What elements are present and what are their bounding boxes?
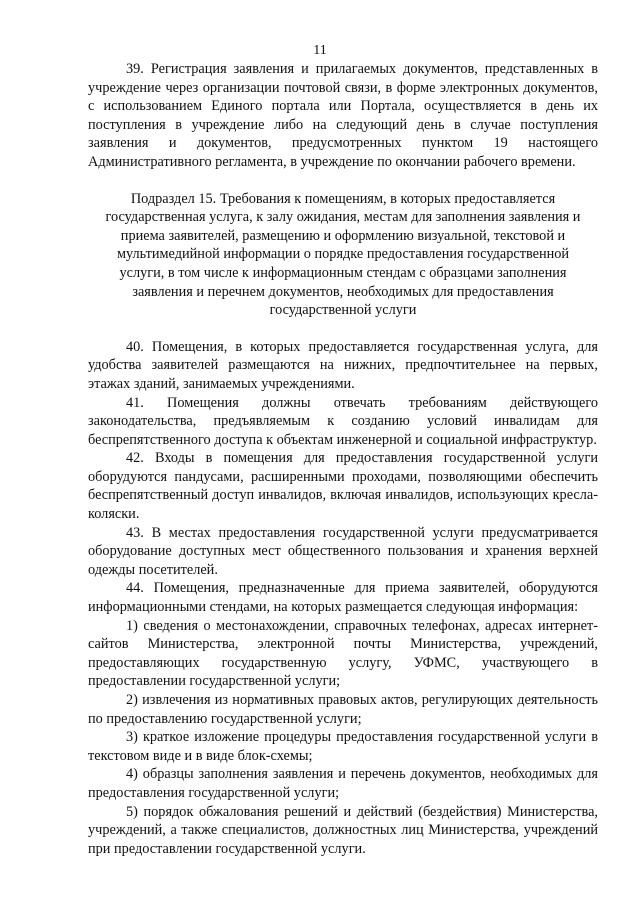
- paragraph-40: 40. Помещения, в которых предоставляется государственная услуга, для удобства заявителей размещаются на нижних, предпочтительнее на первых, этажах зданий, занимаемых учреждениями.: [88, 338, 598, 392]
- paragraph-43: 43. В местах предоставления государственной услуги предусматривается оборудование доступных мест общественного пользования и хранения верхней одежды посетителей.: [88, 524, 598, 578]
- paragraph-39: 39. Регистрация заявления и прилагаемых документов, представленных в учреждение через организации почтовой связи, в форме электронных документов, с использованием Единого портала или Портала, осуществляется в день их поступления в учреждение либо на следующий день в случае поступления заявления и документов, предусмотренных пунктом 19 настоящего Административного регламента, в учреждение по окончании рабочего времени.: [88, 61, 598, 170]
- list-item: 3) краткое изложение процедуры предоставления государственной услуги в текстовом виде и в виде блок-схемы;: [88, 729, 598, 764]
- paragraph-41: 41. Помещения должны отвечать требованиям действующего законодательства, предъявляемым к созданию условий инвалидам для беспрепятственного доступа к объектам инженерной и социальной инфраструктур.: [88, 394, 598, 448]
- page-number: 11: [313, 43, 327, 58]
- subsection-heading: Подраздел 15. Требования к помещениям, в которых предоставляется государственная услуга, к залу ожидания, местам для заполнения заявления и приема заявителей, размещению и оформлению визуальной, текстовой и мультимедийной информации о порядке предоставления государственной услуги, в том числе к информационным стендам с образцами заполнения заявления и перечнем документов, необходимых для предоставления государственной услуги: [105, 190, 581, 319]
- list-item: 1) сведения о местонахождении, справочных телефонах, адресах интернет-сайтов Министерства, электронной почты Министерства, учреждений, предоставляющих государственную услугу, УФМС, участвующего в предоставлении государственной услуги;: [88, 617, 598, 690]
- paragraph-42: 42. Входы в помещения для предоставления государственной услуги оборудуются пандусами, расширенными проходами, позволяющими обеспечить беспрепятственный доступ инвалидов, включая инвалидов, использующих кресла-коляски.: [88, 450, 598, 523]
- document-body: [88, 60, 598, 858]
- list-item: 5) порядок обжалования решений и действий (бездействия) Министерства, учреждений, а также специалистов, должностных лиц Министерства, учреждений при предоставлении государственной услуги.: [88, 803, 598, 857]
- paragraph-44: 44. Помещения, предназначенные для приема заявителей, оборудуются информационными стендами, на которых размещается следующая информация:: [88, 580, 598, 616]
- list-item: 4) образцы заполнения заявления и перечень документов, необходимых для предоставления государственной услуги;: [88, 766, 598, 801]
- list-item: 2) извлечения из нормативных правовых актов, регулирующих деятельность по предоставлению государственной услуги;: [88, 692, 598, 727]
